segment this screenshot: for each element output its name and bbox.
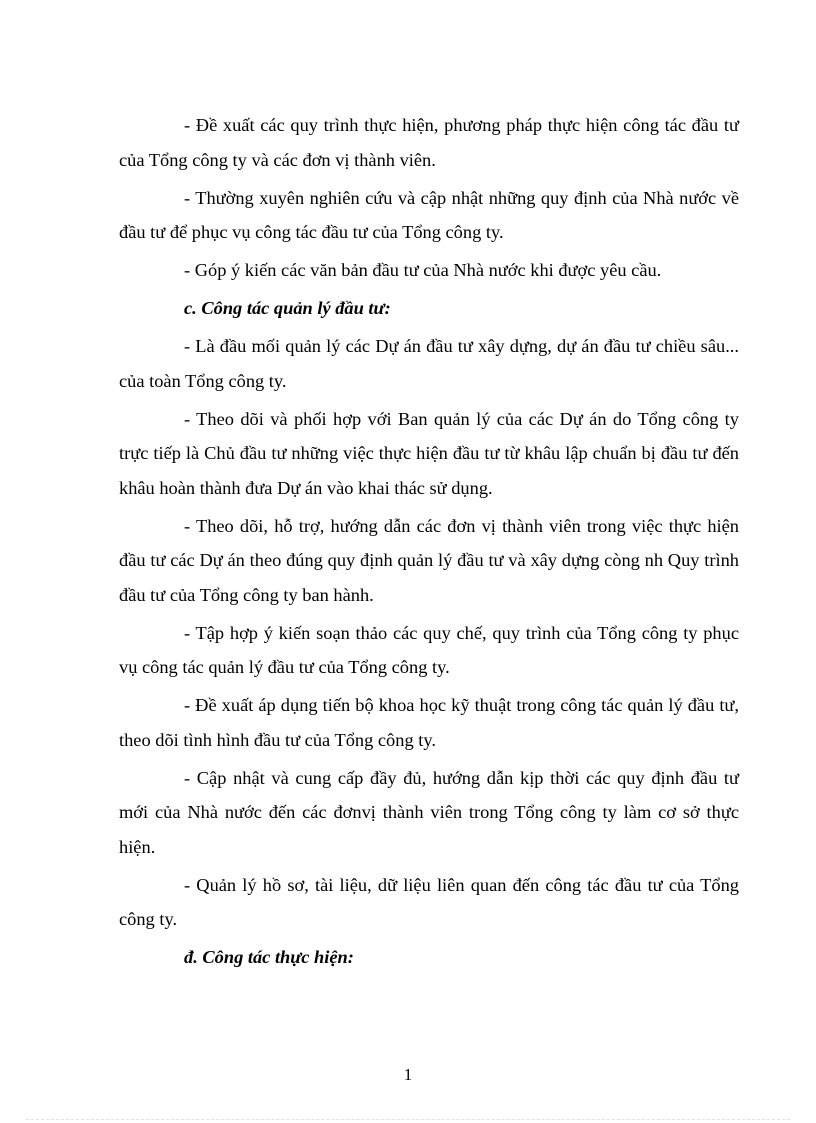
paragraph-apply-technology: - Đề xuất áp dụng tiến bộ khoa học kỹ thuật trong công tác quản lý đầu tư, theo dõi tình hình đầu tư của Tổng công ty.	[119, 695, 739, 750]
paragraph-compile-regulations: - Tập hợp ý kiến soạn thảo các quy chế, quy trình của Tổng công ty phục vụ công tác quản lý đầu tư của Tổng công ty.	[119, 622, 739, 677]
paragraph-manage-records: - Quản lý hồ sơ, tài liệu, dữ liệu liên quan đến công tác đầu tư của Tổng công ty.	[119, 874, 739, 929]
paragraph-research-regulations: - Thường xuyên nghiên cứu và cập nhật những quy định của Nhà nước về đầu tư để phục vụ công tác đầu tư của Tổng công ty.	[119, 187, 739, 242]
paragraph-update-provide: - Cập nhật và cung cấp đầy đủ, hướng dẫn kịp thời các quy định đầu tư mới của Nhà nước đến các đơnvị thành viên trong Tổng công ty làm cơ sở thực hiện.	[119, 767, 739, 857]
paragraph-propose-procedures: - Đề xuất các quy trình thực hiện, phương pháp thực hiện công tác đầu tư của Tổng công ty và các đơn vị thành viên.	[119, 115, 739, 170]
paragraph-focal-point: - Là đầu mối quản lý các Dự án đầu tư xây dựng, dự án đầu tư chiều sâu... của toàn Tổng công ty.	[119, 336, 739, 391]
page-bottom-divider	[26, 1119, 790, 1120]
paragraph-comment-documents: - Góp ý kiến các văn bản đầu tư của Nhà nước khi được yêu cầu.	[184, 260, 662, 280]
paragraph-monitor-coordinate: - Theo dõi và phối hợp với Ban quản lý của các Dự án do Tổng công ty trực tiếp là Chủ đầu tư những việc thực hiện đầu tư từ khâu lập chuẩn bị đầu tư đến khâu hoàn thành đưa Dự án vào khai thác sử dụng.	[119, 408, 739, 498]
page-number: 1	[403, 1065, 413, 1084]
document-body	[119, 108, 739, 978]
paragraph-support-guide: - Theo dõi, hỗ trợ, hướng dẫn các đơn vị thành viên trong việc thực hiện đầu tư các Dự án theo đúng quy định quản lý đầu tư và xây dựng còng nh Quy trình đầu tư của Tổng công ty ban hành.	[119, 515, 739, 605]
section-heading-investment-management: c. Công tác quản lý đầu tư:	[184, 298, 391, 318]
section-heading-implementation: đ. Công tác thực hiện:	[184, 947, 354, 967]
